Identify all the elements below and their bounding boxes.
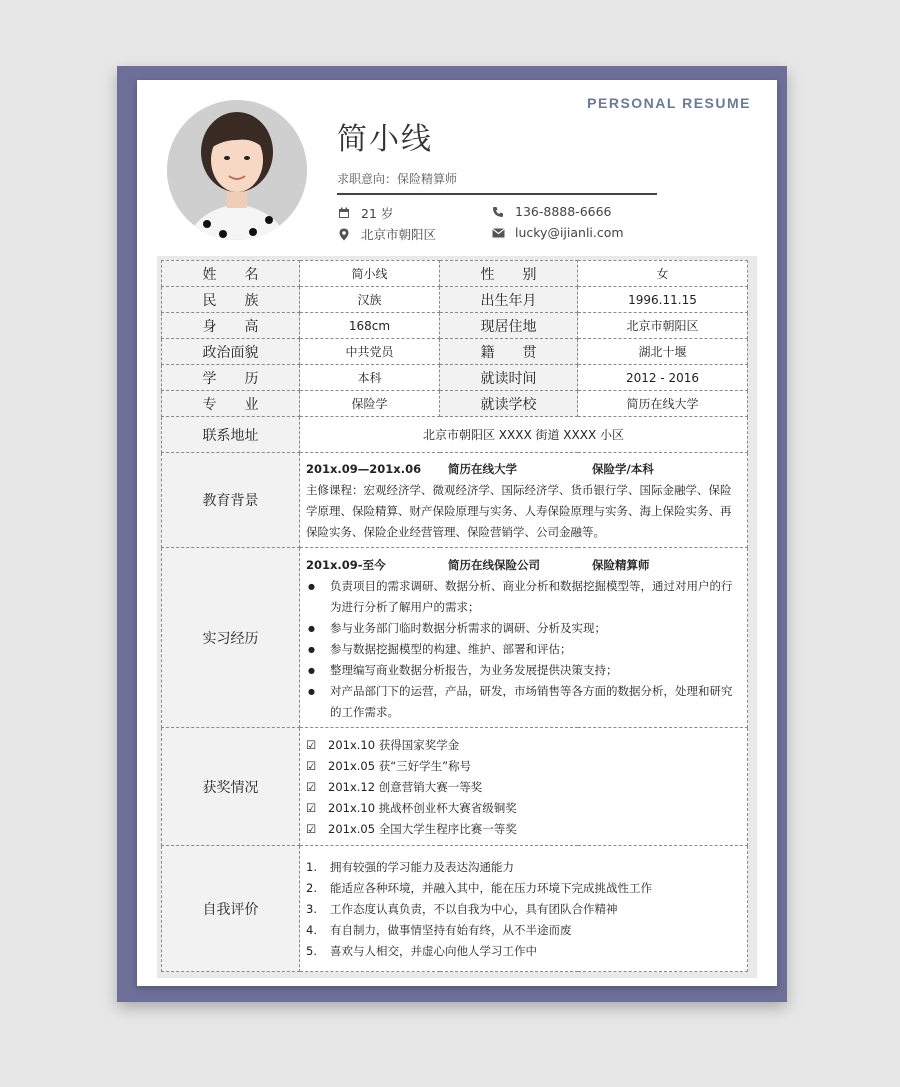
education-major: 保险学/本科 [592, 462, 654, 476]
email-info [491, 225, 624, 240]
award-text: 201x.05 获“三好学生”称号 [328, 759, 472, 773]
list-item [306, 899, 741, 920]
education-period: 201x.09—201x.06 [306, 462, 422, 476]
list-item [306, 941, 741, 962]
calendar-icon [337, 206, 351, 220]
resume-table [161, 260, 748, 972]
age-info [337, 204, 393, 222]
awards-list [306, 735, 741, 840]
checkbox-icon: ☑ [306, 801, 317, 815]
basic-label: 专 业 [162, 391, 300, 417]
checkbox-icon: ☑ [306, 780, 317, 794]
list-item [306, 878, 741, 899]
item-number: 4. [306, 923, 317, 937]
job-intent: 求职意向：保险精算师 [337, 172, 458, 186]
list-item: ● 对产品部门下的运营，产品，研发，市场销售等各方面的数据分析，处理和研究的工作需求。 [306, 681, 741, 723]
checkbox-icon: ☑ [306, 759, 317, 773]
envelope-icon [491, 226, 505, 240]
item-number: 3. [306, 902, 317, 916]
list-item [306, 819, 741, 840]
basic-value: 168cm [300, 313, 440, 339]
education-section [162, 453, 748, 548]
list-item: ● 整理编写商业数据分析报告，为业务发展提供决策支持； [306, 660, 741, 681]
education-label: 教育背景 [162, 453, 300, 548]
intent-divider [337, 193, 657, 195]
internship-period: 201x.09-至今 [306, 557, 386, 572]
checkbox-icon: ☑ [306, 738, 317, 752]
location-pin-icon [337, 227, 351, 241]
internship-company: 简历在线保险公司 [448, 557, 540, 572]
list-item [306, 777, 741, 798]
phone-icon [491, 205, 505, 219]
checkbox-icon: ☑ [306, 822, 317, 836]
basic-value: 本科 [300, 365, 440, 391]
resume-paper [137, 80, 777, 986]
self-eval-section [162, 846, 748, 972]
self-eval-list [306, 857, 741, 962]
award-text: 201x.12 创意营销大赛一等奖 [328, 780, 483, 794]
email-value: lucky@ijianli.com [515, 225, 624, 240]
list-item [306, 798, 741, 819]
basic-value: 北京市朝阳区 [578, 313, 748, 339]
basic-value: 2012 - 2016 [578, 365, 748, 391]
item-text: 工作态度认真负责，不以自我为中心，具有团队合作精神 [330, 902, 618, 916]
age-value: 21 岁 [361, 206, 394, 221]
basic-label: 学 历 [162, 365, 300, 391]
award-text: 201x.10 获得国家奖学金 [328, 738, 460, 752]
internship-header [306, 555, 741, 576]
basic-row [162, 287, 748, 313]
self-eval-content [300, 846, 748, 972]
basic-label: 性 别 [440, 261, 578, 287]
basic-value: 保险学 [300, 391, 440, 417]
internship-title: 保险精算师 [592, 557, 650, 572]
brand-title: PERSONAL RESUME [587, 95, 751, 111]
basic-value: 汉族 [300, 287, 440, 313]
candidate-name: 简小线 [337, 122, 433, 157]
item-text: 拥有较强的学习能力及表达沟通能力 [330, 860, 514, 874]
item-text: 能适应各种环境，并融入其中，能在压力环境下完成挑战性工作 [330, 881, 652, 895]
phone-info [491, 204, 612, 219]
list-item [306, 756, 741, 777]
list-item: ● 负责项目的需求调研、数据分析、商业分析和数据挖掘模型等，通过对用户的行为进行分析了解用户的需求； [306, 576, 741, 618]
internship-section [162, 548, 748, 728]
internship-content [300, 548, 748, 728]
item-number: 1. [306, 860, 317, 874]
basic-label: 身 高 [162, 313, 300, 339]
basic-row [162, 261, 748, 287]
education-courses: 主修课程：宏观经济学、微观经济学、国际经济学、货币银行学、国际金融学、保险学原理、保险精算、财产保险原理与实务、人寿保险原理与实务、海上保险实务、再保险实务、保险企业经营管理、保险营销学、公司金融等。 [306, 483, 732, 539]
list-item: ● 参与业务部门临时数据分析需求的调研、分析及实现； [306, 618, 741, 639]
list-item [306, 857, 741, 878]
basic-row [162, 365, 748, 391]
item-number: 5. [306, 944, 317, 958]
basic-row [162, 313, 748, 339]
basic-value: 简历在线大学 [578, 391, 748, 417]
award-text: 201x.10 挑战杯创业杯大赛省级铜奖 [328, 801, 517, 815]
internship-list [306, 576, 741, 723]
awards-label: 获奖情况 [162, 728, 300, 846]
phone-value: 136-8888-6666 [515, 204, 612, 219]
address-row [162, 417, 748, 453]
basic-value: 简小线 [300, 261, 440, 287]
address-label: 联系地址 [162, 417, 300, 453]
basic-label: 姓 名 [162, 261, 300, 287]
basic-label: 籍 贯 [440, 339, 578, 365]
awards-content [300, 728, 748, 846]
address-value: 北京市朝阳区 [361, 227, 437, 242]
basic-row [162, 339, 748, 365]
basic-value: 女 [578, 261, 748, 287]
address-row-value: 北京市朝阳区 XXXX 街道 XXXX 小区 [300, 417, 748, 453]
avatar [167, 100, 307, 240]
basic-row [162, 391, 748, 417]
internship-label: 实习经历 [162, 548, 300, 728]
self-eval-label: 自我评价 [162, 846, 300, 972]
basic-label: 就读时间 [440, 365, 578, 391]
basic-label: 就读学校 [440, 391, 578, 417]
item-number: 2. [306, 881, 317, 895]
education-school: 简历在线大学 [448, 462, 517, 476]
address-info [337, 225, 436, 243]
list-item [306, 735, 741, 756]
award-text: 201x.05 全国大学生程序比赛一等奖 [328, 822, 517, 836]
basic-label: 出生年月 [440, 287, 578, 313]
basic-value: 湖北十堰 [578, 339, 748, 365]
item-text: 喜欢与人相交，并虚心向他人学习工作中 [330, 944, 537, 958]
education-header [306, 459, 741, 480]
basic-value: 中共党员 [300, 339, 440, 365]
basic-value: 1996.11.15 [578, 287, 748, 313]
education-content [300, 453, 748, 548]
basic-label: 政治面貌 [162, 339, 300, 365]
item-text: 有自制力，做事情坚持有始有终，从不半途而废 [330, 923, 572, 937]
basic-label: 现居住地 [440, 313, 578, 339]
basic-label: 民 族 [162, 287, 300, 313]
awards-section [162, 728, 748, 846]
resume-table-container [157, 256, 757, 978]
list-item: ● 参与数据挖掘模型的构建、维护、部署和评估； [306, 639, 741, 660]
list-item [306, 920, 741, 941]
